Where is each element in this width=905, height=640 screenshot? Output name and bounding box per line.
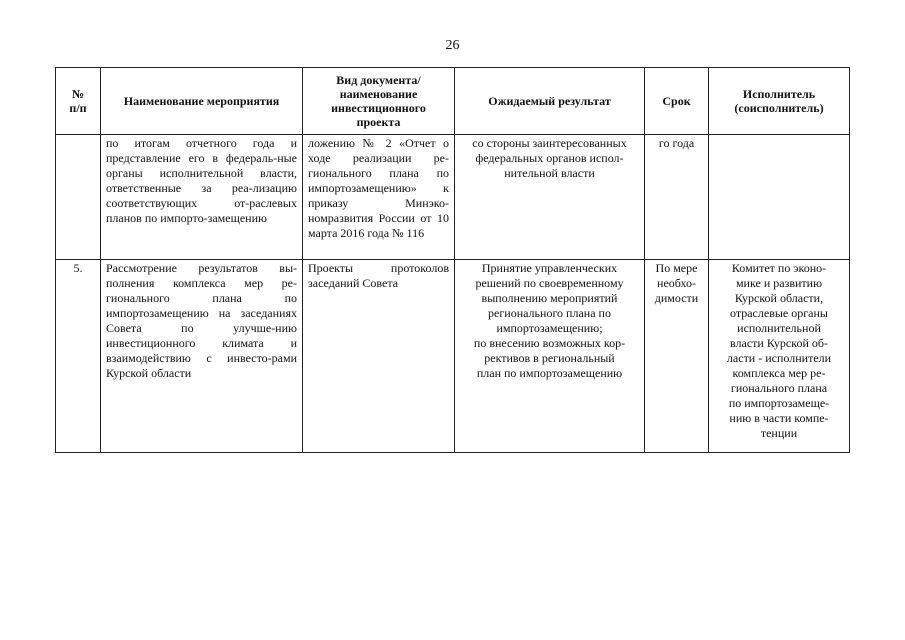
cell-event-name: по итогам отчетного года и представление его в федераль-ные органы исполнительной власти, ответственные за реа-лизацию соответствующих от-раслевых планов по импорто-замещению [101,135,303,260]
header-document-type: Вид документа/ наименование инвестиционного проекта [303,68,455,135]
plan-table [55,67,850,453]
cell-document-type: Проекты протоколов заседаний Совета [303,260,455,453]
page-number: 26 [445,38,460,53]
cell-event-name: Рассмотрение результатов вы-полнения комплекса мер ре-гионального плана по импортозамещению на заседаниях Совета по улучше-нию инвестиционного климата и взаимодействию с инвесто-рами Курской области [101,260,303,453]
table-row [56,135,850,260]
table-row [56,260,850,453]
cell-executor: Комитет по эконо- мике и развитию Курской области, отраслевые органы исполнительной власти Курской об- ласти - исполнители комплекса мер ре- гионального плана по импортозамеще- нию в части компе- тенции [709,260,850,453]
cell-number: 5. [56,260,101,453]
cell-expected-result: Принятие управленческих решений по своевременному выполнению мероприятий регионального плана по импортозамещению; по внесению возможных кор- рективов в региональный план по импортозамещению [455,260,645,453]
cell-document-type: ложению № 2 «Отчет о ходе реализации ре-гионального плана по импортозамещению» к приказу Минэко-номразвития России от 10 марта 2016 года № 116 [303,135,455,260]
header-term: Срок [645,68,709,135]
cell-term: го года [645,135,709,260]
header-number: № п/п [56,68,101,135]
header-executor: Исполнитель (соисполнитель) [709,68,850,135]
cell-term: По мере необхо- димости [645,260,709,453]
header-event-name: Наименование мероприятия [101,68,303,135]
cell-number [56,135,101,260]
cell-expected-result: со стороны заинтересованных федеральных органов испол- нительной власти [455,135,645,260]
header-expected-result: Ожидаемый результат [455,68,645,135]
table-header-row [56,68,850,135]
cell-executor [709,135,850,260]
